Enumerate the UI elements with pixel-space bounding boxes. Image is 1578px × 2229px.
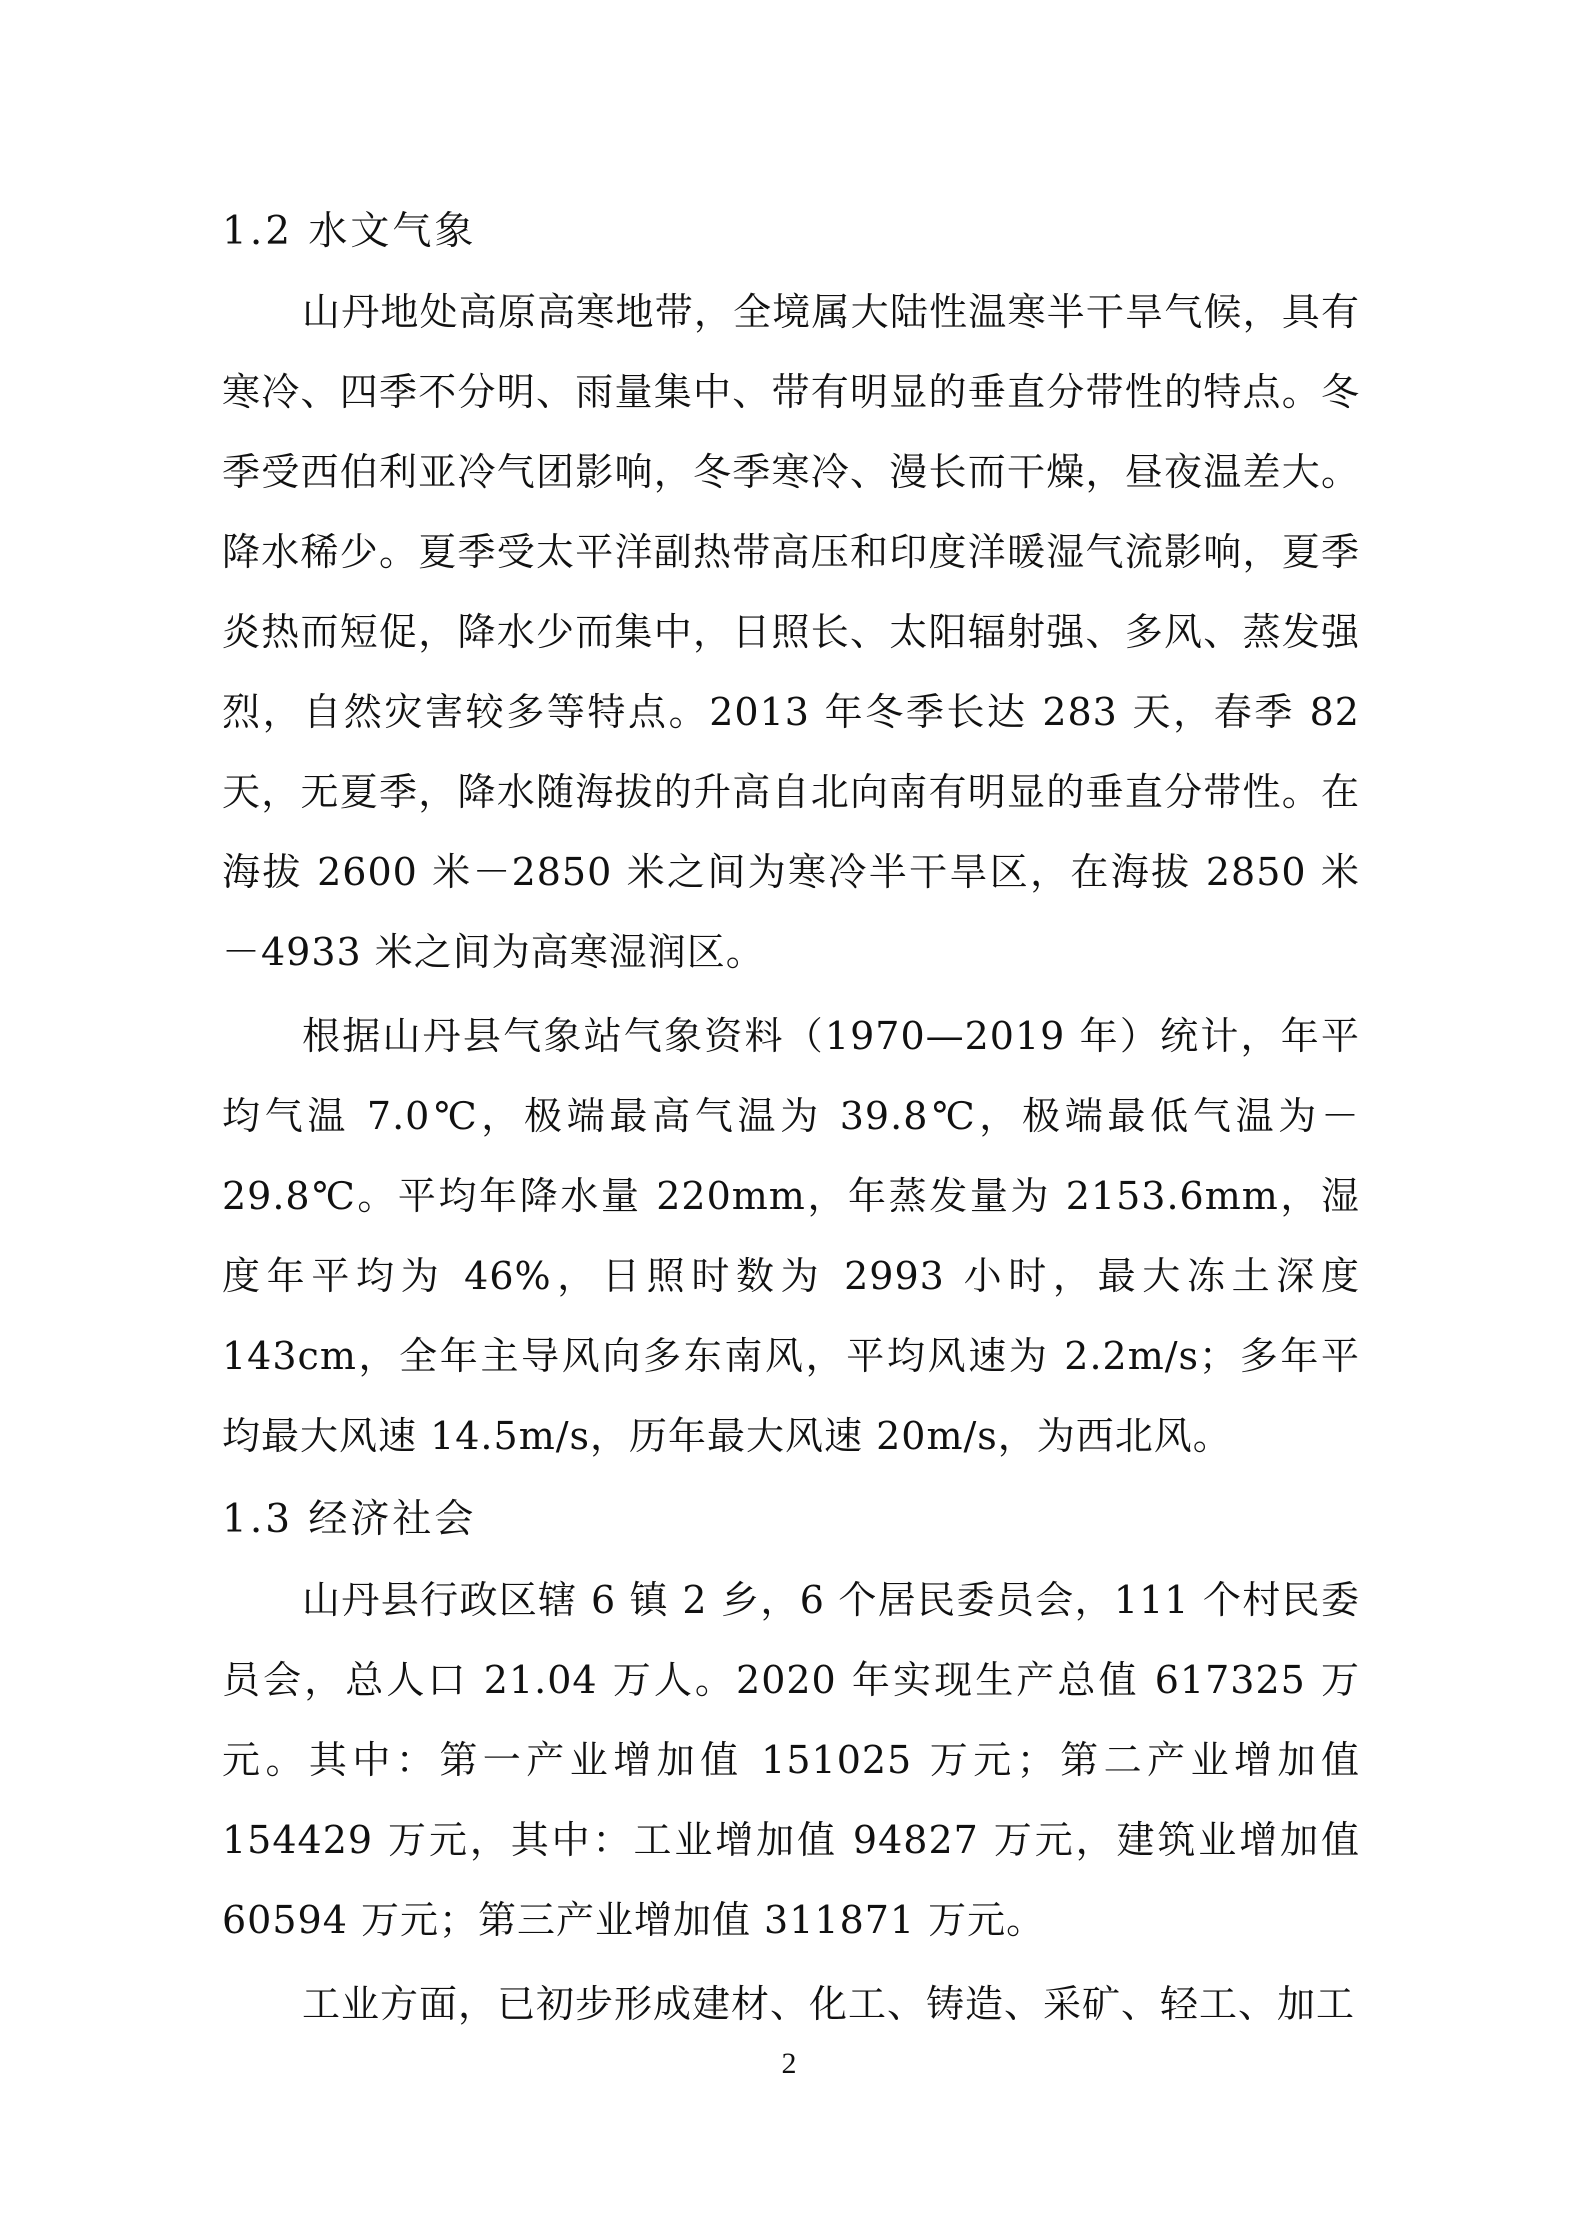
paragraph-economy-overview: 山丹县行政区辖 6 镇 2 乡，6 个居民委员会，111 个村民委员会，总人口 21.04 万人。2020 年实现生产总值 617325 万元。其中：第一产业增加值 151025 万元；第二产业增加值 154429 万元，其中：工业增加值 94827 万元，建筑业增加值 60594 万元；第三产业增加值 311871 万元。	[222, 1578, 1360, 1942]
paragraph-climate-overview: 山丹地处高原高寒地带，全境属大陆性温寒半干旱气候，具有寒冷、四季不分明、雨量集中、带有明显的垂直分带性的特点。冬季受西伯利亚冷气团影响，冬季寒冷、漫长而干燥，昼夜温差大。降水稀少。夏季受太平洋副热带高压和印度洋暖湿气流影响，夏季炎热而短促，降水少而集中，日照长、太阳辐射强、多风、蒸发强烈，自然灾害较多等特点。2013 年冬季长达 283 天，春季 82 天，无夏季，降水随海拔的升高自北向南有明显的垂直分带性。在海拔 2600 米－2850 米之间为寒冷半干旱区，在海拔 2850 米－4933 米之间为高寒湿润区。	[222, 290, 1360, 974]
section-heading-hydrology: 1.2 水文气象	[222, 209, 477, 254]
page-content	[222, 192, 1360, 2048]
paragraph-climate-statistics: 根据山丹县气象站气象资料（1970—2019 年）统计，年平均气温 7.0℃，极端最高气温为 39.8℃，极端最低气温为－29.8℃。平均年降水量 220mm，年蒸发量为 2153.6mm，湿度年平均为 46%，日照时数为 2993 小时，最大冻土深度 143cm，全年主导风向多东南风，平均风速为 2.2m/s；多年平均最大风速 14.5m/s，历年最大风速 20m/s，为西北风。	[222, 1014, 1360, 1458]
paragraph-industry: 工业方面，已初步形成建材、化工、铸造、采矿、轻工、加工	[302, 1982, 1356, 2026]
section-heading-economy: 1.3 经济社会	[222, 1497, 477, 1542]
page-number: 2	[781, 2047, 797, 2080]
